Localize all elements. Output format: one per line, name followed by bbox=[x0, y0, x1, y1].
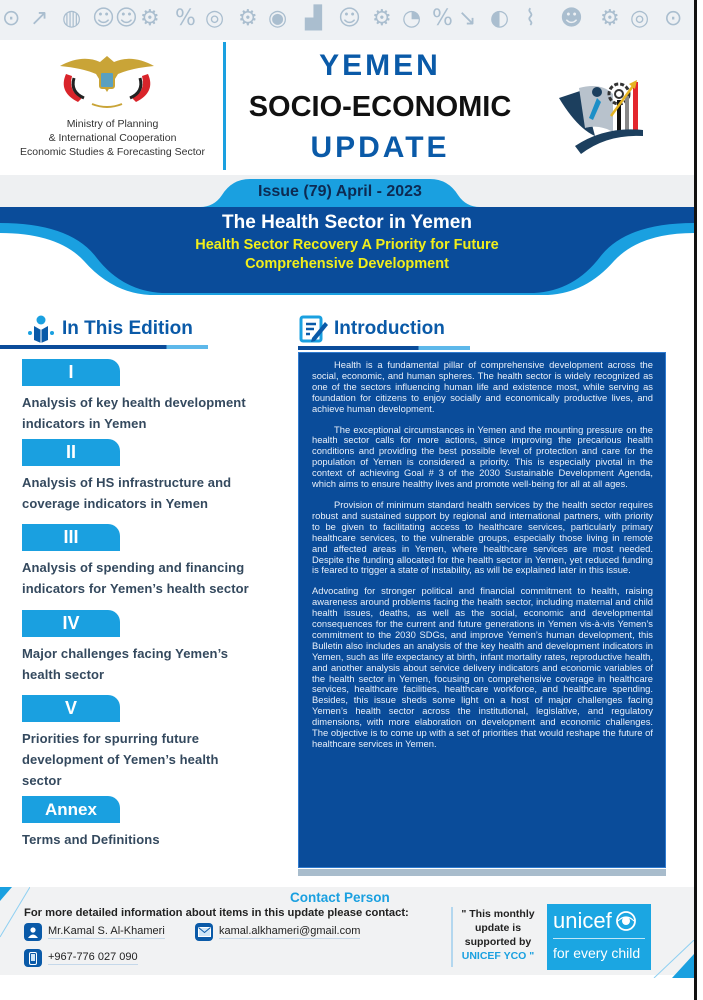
issue-topic-title: The Health Sector in Yemen bbox=[222, 212, 472, 233]
percent-icon: % bbox=[175, 6, 196, 31]
introduction-heading: Introduction bbox=[298, 312, 445, 346]
contact-title: Contact Person bbox=[290, 890, 390, 905]
envelope-icon bbox=[195, 923, 213, 941]
issue-subtitle-line2: Comprehensive Development bbox=[245, 256, 449, 272]
gear-icon: ⚙ bbox=[140, 6, 160, 31]
gear-icon: ⚙ bbox=[372, 6, 392, 31]
bar-chart-icon: ▟ bbox=[305, 6, 322, 31]
pie-analytics-icon: ◔ bbox=[402, 6, 422, 31]
support-note: " This monthly update is supported by UNICEF YCO " bbox=[461, 908, 535, 962]
edition-badge: I bbox=[22, 359, 120, 386]
intro-paragraph: Advocating for stronger political and financial commitment to health, raising awareness around problems facing the health sector, including maternal and child health issues, deaths, as well as the social, economic and developmental consequences for the current and future generations in Yemen vis-à-vis Yemen’s commitment to the 2030 SDGs, and improve Yemen’s human development, this Bulletin also includes an analysis of the key health and development indicators in Yemen, such as life expectancy at birth, infant mortality rates, reproductive health, and another analysis about service delivery indicators and economic variables of the health sector in Yemen, focusing on comprehensive coverage in healthcare services, healthcare facilities, healthcare workforce, and healthcare spending. Besides, this issue sheds some light on a host of major challenges facing Yemen’s health sector across the institutional, legislative, and regulatory dimensions, with more elaboration on development and economic challenges. The objective is to come up with a set of priorities that would reshape the future of healthcare services in Yemen. bbox=[312, 585, 653, 749]
down-arrow-icon: ↘ bbox=[458, 6, 477, 31]
document-edit-icon bbox=[298, 314, 328, 344]
ministry-name: Ministry of Planning & International Cooperation Economic Studies & Forecasting Sector bbox=[19, 118, 205, 158]
edition-badge: II bbox=[22, 439, 120, 466]
contact-email-link[interactable]: kamal.alkhameri@gmail.com bbox=[219, 925, 361, 937]
team-icon: ☺ bbox=[338, 6, 361, 31]
unicef-wordmark: unicef bbox=[553, 907, 637, 935]
socio-economic-logo-icon bbox=[555, 70, 655, 155]
yemen-emblem-icon bbox=[52, 52, 162, 112]
edition-badge: IV bbox=[22, 610, 120, 637]
growth-chart-icon: ↗ bbox=[30, 6, 49, 31]
edition-badge: Annex bbox=[22, 796, 120, 823]
gear-icon: ⚙ bbox=[600, 6, 620, 31]
issue-subtitle-line1: Health Sector Recovery A Priority for Future bbox=[195, 237, 499, 253]
edition-item-annex[interactable] bbox=[22, 796, 302, 850]
intro-paragraph: The exceptional circumstances in Yemen and the mounting pressure on the health sector calls for more actions, since improving the precarious health conditions and providing the best possible level of protection and care for the population of Yemen is considered a priority. This is especially pivotal in the context of achieving Goal # 3 of the 2030 Sustainable Development Agenda, which aims to ensure healthy lives and promote well-being for all at all ages. bbox=[312, 423, 653, 490]
header-divider bbox=[223, 42, 226, 170]
dollar-coin-icon: ⊙ bbox=[2, 6, 21, 31]
contact-email-row[interactable] bbox=[195, 923, 360, 941]
unicef-tagline: for every child bbox=[553, 945, 641, 961]
mobile-phone-icon bbox=[24, 949, 42, 967]
people-icon: ☻ bbox=[560, 6, 583, 31]
globe-icon: ◍ bbox=[62, 6, 82, 31]
edition-item-label: Terms and Definitions bbox=[22, 832, 160, 847]
contact-name-row bbox=[24, 923, 165, 941]
edition-item-1[interactable] bbox=[22, 359, 302, 434]
contact-phone-row bbox=[24, 949, 138, 967]
support-divider bbox=[451, 907, 453, 967]
edition-heading-underline bbox=[0, 345, 208, 349]
issue-label: Issue (79) April - 2023 bbox=[258, 183, 422, 200]
reader-book-icon bbox=[26, 314, 56, 344]
intro-footer-bar bbox=[298, 869, 666, 876]
contact-phone: +967-776 027 090 bbox=[48, 951, 138, 963]
corner-accent-shape bbox=[650, 940, 694, 978]
unicef-emblem-icon bbox=[615, 910, 637, 932]
intro-paragraph: Health is a fundamental pillar of comprehensive development across the social, economic, and human spheres. The health sector is widely recognized as one of the sectors influencing human life and existence most, while serving as foundation for citizens to enjoy socially and economically productive lives, and achieve human development. bbox=[312, 359, 653, 414]
edition-item-2[interactable] bbox=[22, 439, 302, 514]
edition-item-4[interactable] bbox=[22, 610, 302, 685]
world-globe-icon: ◉ bbox=[268, 6, 288, 31]
introduction-body bbox=[298, 352, 666, 868]
title-banner bbox=[0, 210, 694, 274]
edition-badge: III bbox=[22, 524, 120, 551]
intro-paragraph: Provision of minimum standard health services by the health sector requires robust and sustained support by regional and international partners, with priority to be given to facilitating access to healthcare services, particularly primary healthcare services, to the vulnerable groups, especially those living in remote and affected areas in Yemen, where healthcare services are most needed. Despite the funding allocated for the health sector in Yemen, yet reduced funding is feared to trigger a state of instability, as will be explained later in this issue. bbox=[312, 498, 653, 576]
edition-item-label: Analysis of HS infrastructure and coverage indicators in Yemen bbox=[22, 475, 232, 511]
edition-item-3[interactable] bbox=[22, 524, 302, 599]
people-group-icon: ☺☺ bbox=[92, 6, 138, 31]
decorative-icon-band bbox=[0, 0, 694, 40]
edition-item-label: Analysis of spending and financing indicators for Yemen’s health sector bbox=[22, 560, 249, 596]
in-this-edition-heading: In This Edition bbox=[26, 312, 193, 346]
unicef-logo bbox=[547, 904, 651, 970]
edition-item-label: Priorities for spurring future development of Yemen’s health sector bbox=[22, 731, 219, 788]
money-search-icon: ◎ bbox=[205, 6, 225, 31]
edition-item-label: Analysis of key health development indicators in Yemen bbox=[22, 395, 246, 431]
contact-name: Mr.Kamal S. Al-Khameri bbox=[48, 925, 165, 937]
page-edge bbox=[694, 0, 703, 1000]
percent-icon: % bbox=[432, 6, 453, 31]
trend-line-icon: ⌇ bbox=[525, 6, 536, 31]
contact-intro: For more detailed information about items in this update please contact: bbox=[24, 907, 409, 919]
unicef-rule bbox=[553, 938, 645, 939]
person-icon bbox=[24, 923, 42, 941]
target-icon: ◎ bbox=[630, 6, 650, 31]
gear-icon: ⚙ bbox=[238, 6, 258, 31]
dollar-coin-icon: ⊙ bbox=[664, 6, 683, 31]
introduction-heading-underline bbox=[298, 346, 470, 350]
publication-title: YEMEN SOCIO-ECONOMIC UPDATE bbox=[248, 49, 512, 164]
edition-badge: V bbox=[22, 695, 120, 722]
masthead bbox=[0, 40, 694, 175]
edition-item-label: Major challenges facing Yemen’s health sector bbox=[22, 646, 229, 682]
bulb-icon: ◐ bbox=[490, 6, 510, 31]
edition-item-5[interactable] bbox=[22, 695, 302, 791]
